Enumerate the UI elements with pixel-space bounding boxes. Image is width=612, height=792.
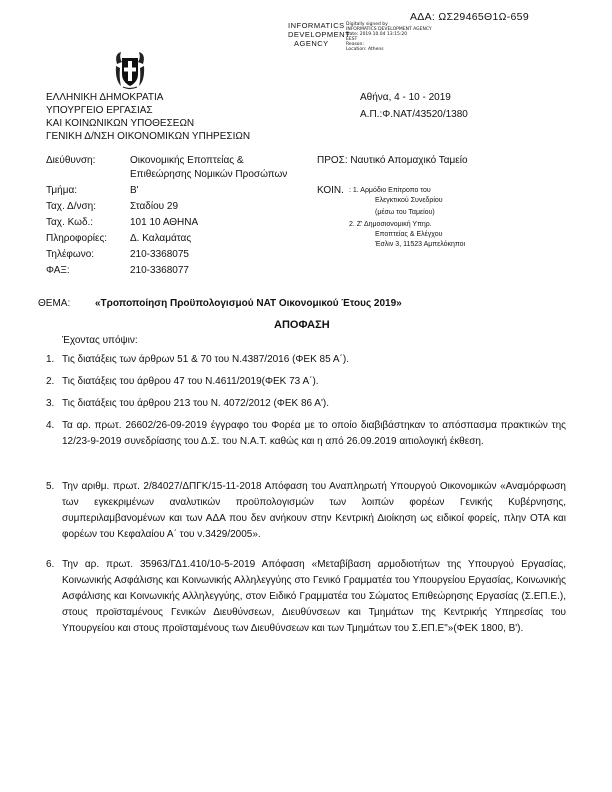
item-number: 3.	[46, 398, 55, 409]
stamp-line: INFORMATICS	[288, 21, 345, 30]
item-text: Τα αρ. πρωτ. 26602/26-09-2019 έγγραφο του Φορέα με το οποίο διαβιβάστηκαν το απόσπασμα πρακτικών της 12/23-9-2019 συνεδρίασης του Δ.Σ. του Ν.Α.Τ. καθώς και η από 26.09.2019 αιτιολογική έκθεση.	[62, 420, 566, 447]
sig-line: INFORMATICS DEVELOPMENT AGENCY	[346, 27, 432, 32]
koin-line: Ελεγκτικού Συνεδρίου	[375, 197, 443, 204]
koin-line: : 1. Αρμόδιο Επίτροπο του	[349, 187, 431, 194]
sig-line: Digitally signed by	[346, 22, 388, 27]
item-number: 1.	[46, 354, 55, 365]
item-text: Την αριθμ. πρωτ. 2/84027/ΔΠΓΚ/15-11-2018 Απόφαση του Αναπληρωτή Υπουργού Οικονομικών «Αναμόρφωση των εγκεκριμένων αναλυτικών προϋπολογισμών των λοιπών φορέων Γενικής Κυβέρνησης, συμπεριλαμβανομένων και των ΑΔΑ που δεν ανήκουν στην Κεντρική Διοίκηση ως ειδικοί φορείς, πλην ΟΤΑ και φορέων του Κεφαλαίου Α΄ του ν.3429/2005».	[62, 481, 566, 540]
info-label: Τηλέφωνο:	[46, 249, 95, 260]
stamp-line: DEVELOPMENT	[288, 30, 351, 39]
contact-info	[46, 154, 296, 280]
item-text: Τις διατάξεις των άρθρων 51 & 70 του Ν.4387/2016 (ΦΕΚ 85 Α΄).	[62, 354, 349, 365]
info-row	[46, 168, 296, 184]
koin-line: Έσλιν 3, 11523 Αμπελόκηποι	[375, 241, 466, 248]
info-value: 101 10 ΑΘΗΝΑ	[130, 217, 199, 228]
info-value: 210-3368077	[130, 265, 189, 276]
recipient: ΠΡΟΣ: Ναυτικό Απομαχικό Ταμείο	[317, 155, 468, 166]
info-label: Ταχ. Κωδ.:	[46, 217, 94, 228]
koin-line: (μέσω του Ταμείου)	[375, 209, 435, 216]
info-row	[46, 248, 296, 264]
info-value: Σταδίου 29	[130, 201, 179, 212]
decision-title: ΑΠΟΦΑΣΗ	[274, 319, 330, 331]
header-authority	[46, 91, 250, 143]
item-number: 5.	[46, 481, 55, 492]
header-line: ΚΑΙ ΚΟΙΝΩΝΙΚΩΝ ΥΠΟΘΕΣΕΩΝ	[46, 118, 195, 129]
info-row	[46, 264, 296, 280]
document-date: Αθήνα, 4 - 10 - 2019	[360, 92, 451, 103]
info-row	[46, 154, 296, 168]
koin-recipients	[349, 186, 465, 250]
sig-line: Date: 2019.10.04 13:15:20	[346, 32, 408, 37]
item-number: 2.	[46, 376, 55, 387]
item-text: Την αρ. πρωτ. 35963/ΓΔ1.410/10-5-2019 Απόφαση «Μεταβίβαση αρμοδιοτήτων της Υπουργού Εργασίας, Κοινωνικής Ασφάλισης και Κοινωνικής Αλληλεγγύης στο Γενικό Γραμματέα του Υπουργείου Εργασίας, Κοινωνικής Ασφάλισης και Κοινωνικής Αλληλεγγύης, στον Ειδικό Γραμματέα του Σώματος Επιθεώρησης Εργασίας (Σ.ΕΠ.Ε.), στους προϊσταμένους Γενικών Διευθύνσεων, Διευθύνσεων και Τμημάτων της Κεντρικής Υπηρεσίας του Υπουργείου και στους προϊσταμένους των Διευθύνσεων και των Τμημάτων του Σ.ΕΠ.Ε"»(ΦΕΚ 1800, Β').	[62, 559, 566, 634]
subject-title: «Τροποποίηση Προϋπολογισμού ΝΑΤ Οικονομικού Έτους 2019»	[95, 298, 402, 309]
sig-line: Reason:	[346, 42, 364, 47]
info-row	[46, 200, 296, 216]
protocol-number: Α.Π.:Φ.ΝΑΤ/43520/1380	[360, 109, 468, 120]
info-value: 210-3368075	[130, 249, 189, 260]
koin-line: 2. Ζ' Δημοσιονομική Υπηρ.	[349, 221, 432, 228]
sig-line: Location: Athens	[346, 47, 384, 52]
header-line: ΓΕΝΙΚΗ Δ/ΝΣΗ ΟΙΚΟΝΟΜΙΚΩΝ ΥΠΗΡΕΣΙΩΝ	[46, 131, 251, 142]
item-number: 4.	[46, 420, 55, 431]
intro-text: Έχοντας υπόψιν:	[62, 335, 138, 346]
info-label: Διεύθυνση:	[46, 155, 96, 166]
subject-label: ΘΕΜΑ:	[38, 298, 71, 309]
item-text: Τις διατάξεις του άρθρου 213 του Ν. 4072/2012 (ΦΕΚ 86 Α').	[62, 398, 329, 409]
info-row	[46, 184, 296, 200]
info-row	[46, 232, 296, 248]
koin-label: ΚΟΙΝ.	[317, 185, 344, 196]
info-value: Επιθεώρησης Νομικών Προσώπων	[130, 169, 288, 180]
header-line: ΥΠΟΥΡΓΕΙΟ ΕΡΓΑΣΙΑΣ	[46, 105, 153, 116]
sig-line: EEST	[346, 37, 358, 42]
item-text: Τις διατάξεις του άρθρου 47 του Ν.4611/2019(ΦΕΚ 73 Α΄).	[62, 376, 319, 387]
info-value: Δ. Καλαμάτας	[130, 233, 192, 244]
info-value: Β'	[130, 185, 139, 196]
signature-stamp	[288, 21, 350, 48]
info-label: Τμήμα:	[46, 185, 78, 196]
koin-line: Εποπτείας & Ελέγχου	[375, 231, 443, 238]
header-line: ΕΛΛΗΝΙΚΗ ΔΗΜΟΚΡΑΤΙΑ	[46, 92, 164, 103]
info-label: Ταχ. Δ/νση:	[46, 201, 97, 212]
info-label: Πληροφορίες:	[46, 233, 108, 244]
info-value: Οικονομικής Εποπτείας &	[130, 155, 244, 166]
stamp-line: AGENCY	[294, 39, 329, 48]
info-label: ΦΑΞ:	[46, 265, 70, 276]
info-row	[46, 216, 296, 232]
coat-of-arms-icon	[113, 50, 147, 90]
signature-details	[346, 22, 432, 52]
ada-code: ΑΔΑ: ΩΣ29465Θ1Ω-659	[410, 11, 529, 23]
item-number: 6.	[46, 559, 55, 570]
